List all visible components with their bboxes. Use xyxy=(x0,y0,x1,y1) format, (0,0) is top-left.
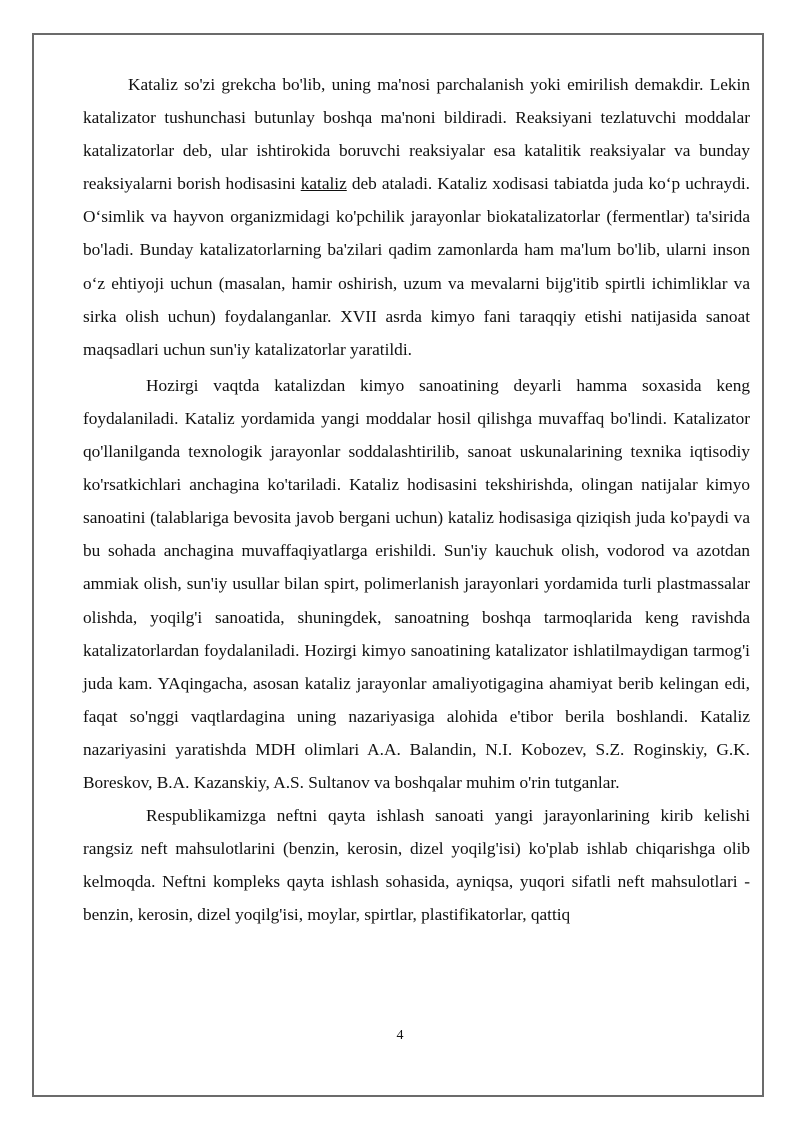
underlined-term-kataliz: kataliz xyxy=(300,174,347,194)
paragraph-kataliz-industry: Hozirgi vaqtda katalizdan kimyo sanoatining deyarli hamma soxasida keng foydalaniladi. Kataliz yordamida yangi moddalar hosil qilishga muvaffaq bo'lindi. Katalizator qo'llanilganda texnologik jarayonlar soddalashtirilib, sanoat uskunalarining texnika iqtisodiy ko'rsatkichlari anchagina ko'tariladi. Kataliz hodisasini tekshirishda, olingan natijalar kimyo sanoatini (talablariga bevosita javob bergani uchun) kataliz hodisasiga qiziqish juda ko'paydi va bu sohada anchagina muvaffaqiyatlarga erishildi. Sun'iy kauchuk olish, vodorod va azotdan ammiak olish, sun'iy usullar bilan spirt, polimerlanish jarayonlari yordamida turli plastmassalar olishda, yoqilg'i sanoatida, shuningdek, sanoatning boshqa tarmoqlarida keng ravishda katalizatorlardan foydalaniladi. Hozirgi kimyo sanoatining katalizator ishlatilmaydigan tarmog'i juda kam. YAqingacha, asosan kataliz jarayonlar amaliyotigagina ahamiyat berib kelingan edi, faqat so'nggi vaqtlardagina uning nazariyasiga alohida e'tibor berila boshlandi. Kataliz nazariyasini yaratishda MDH olimlari A.A. Balandin, N.I. Kobozev, S.Z. Roginskiy, G.K. Boreskov, B.A. Kazanskiy, A.S. Sultanov va boshqalar muhim o'rin tutganlar. xyxy=(83,375,750,792)
page-number: 4 xyxy=(396,1028,404,1043)
document-body xyxy=(83,68,750,931)
paragraph-oil-refining: Respublikamizga neftni qayta ishlash sanoati yangi jarayonlarining kirib kelishi rangsiz neft mahsulotlarini (benzin, kerosin, dizel yoqilg'isi) ko'plab ishlab chiqarishga olib kelmoqda. Neftni kompleks qayta ishlash sohasida, ayniqsa, yuqori sifatli neft mahsulotlari - benzin, kerosin, dizel yoqilg'isi, moylar, spirtlar, plastifikatorlar, qattiq xyxy=(83,806,750,925)
paragraph-1-text-start: Kataliz so'zi grekcha bo'lib, uning ma'nosi parchalanish yoki emirilish demakdir. Lekin katalizator tushunchasi butunlay boshqa ma'noni bildiradi. Reaksiyani tezlatuvchi moddalar katalizatorlar deb, ular ishtirokida boruvchi reaksiyalar esa katalitik reaksiyalar va bunday reaksiyalarni borish hodisasini xyxy=(83,75,750,194)
paragraph-kataliz-definition xyxy=(83,68,750,366)
paragraph-1-text-end: deb ataladi. Kataliz xodisasi tabiatda juda koʻp uchraydi. Oʻsimlik va hayvon organizmidagi ko'pchilik jarayonlar biokatalizatorlar (fermentlar) ta'sirida bo'ladi. Bunday katalizatorlarning ba'zilari qadim zamonlarda ham ma'lum bo'lib, ularni inson oʻz ehtiyoji uchun (masalan, hamir oshirish, uzum va mevalarni bijg'itib spirtli ichimliklar va sirka olish uchun) foydalanganlar. XVII asrda kimyo fani taraqqiy etishi natijasida sanoat maqsadlari uchun sun'iy katalizatorlar yaratildi. xyxy=(83,174,750,359)
